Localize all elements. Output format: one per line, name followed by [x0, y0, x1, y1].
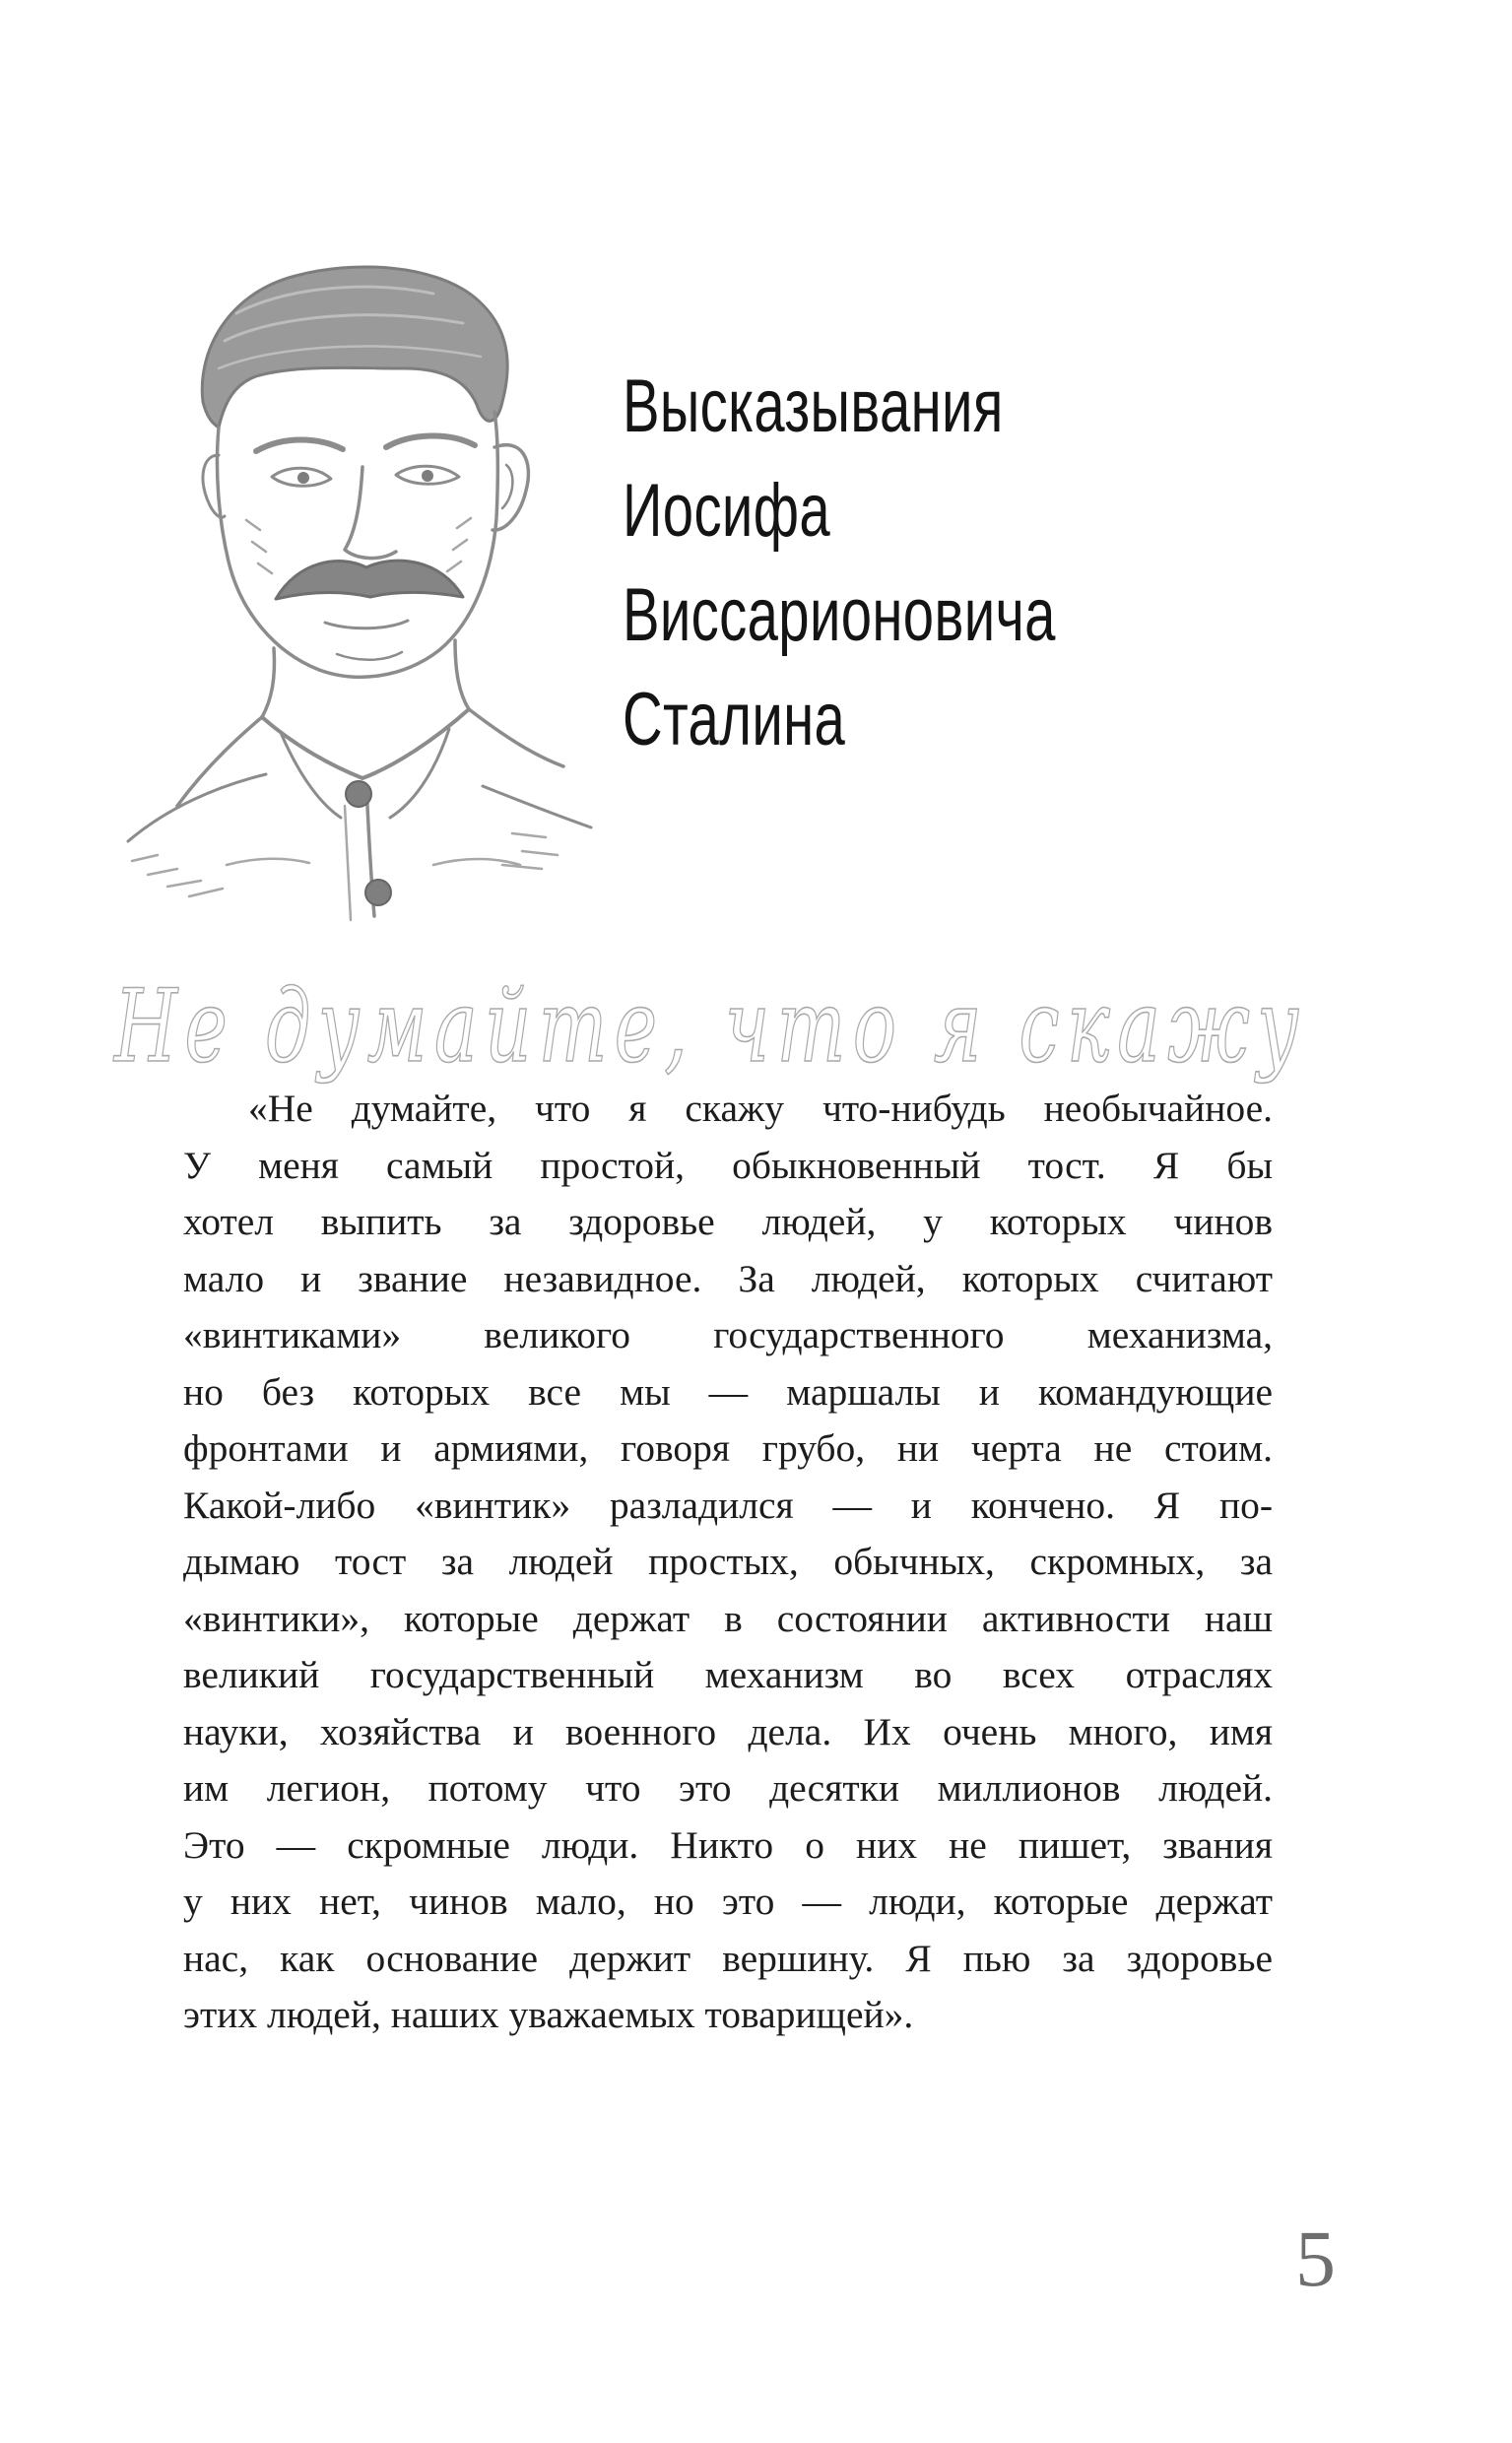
quote-line: этих людей, наших уважаемых товарищей». [183, 1993, 914, 2036]
quote-line: фронтами и армиями, говоря грубо, ни черта не стоим. [183, 1426, 1273, 1470]
portrait-illustration [108, 254, 601, 924]
title-line: Виссарионовича [623, 573, 1056, 657]
page-number: 5 [1295, 2213, 1336, 2303]
title-line: Иосифа [623, 469, 831, 553]
quote-line: хотел выпить за здоровье людей, у которых чинов [183, 1200, 1273, 1243]
quote-line: науки, хозяйства и военного дела. Их очень много, имя [183, 1709, 1273, 1753]
title-line: Сталина [623, 678, 846, 761]
title-line: Высказывания [623, 364, 1004, 448]
quote-line: им легион, потому что это десятки миллионов людей. [183, 1766, 1273, 1810]
page-title [623, 355, 1056, 772]
quote-line: великий государственный механизм во всех отраслях [183, 1653, 1273, 1696]
svg-text:Не думайте, что я скажу: Не думайте, что я скажу [112, 968, 1306, 1086]
quote-line: Это — скромные люди. Никто о них не пишет, звания [183, 1822, 1273, 1867]
quote-text [183, 1081, 1273, 2044]
quote-line: но без которых все мы — маршалы и командующие [183, 1369, 1273, 1414]
quote-line: У меня самый простой, обыкновенный тост. Я бы [183, 1143, 1273, 1187]
quote-line: «винтики», которые держат в состоянии активности наш [183, 1596, 1273, 1640]
quote-line: у них нет, чинов мало, но это — люди, которые держат [183, 1880, 1273, 1923]
quote-line: «винтиками» великого государственного механизма, [183, 1313, 1273, 1356]
quote-line: Какой-либо «винтик» разладился — и кончено. Я по- [183, 1483, 1273, 1527]
quote-line: нас, как основание держит вершину. Я пью за здоровье [183, 1936, 1273, 1980]
quote-line: «Не думайте, что я скажу что-нибудь необычайное. [248, 1087, 1273, 1130]
quote-line: мало и звание незавидное. За людей, которых считают [183, 1256, 1273, 1300]
quote-line: дымаю тост за людей простых, обычных, скромных, за [183, 1540, 1273, 1583]
